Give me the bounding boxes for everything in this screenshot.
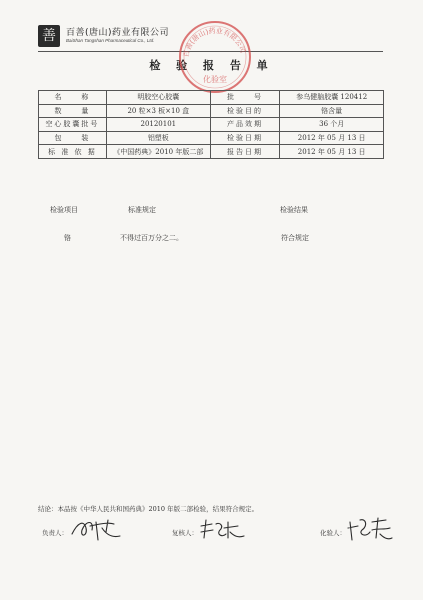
product-info-table <box>38 90 384 159</box>
company-name-cn: 百善(唐山)药业有限公司 <box>66 28 170 38</box>
table-value-cell: 《中国药典》2010 年版二部 <box>106 145 210 159</box>
tester-signature <box>346 516 394 544</box>
table-value-cell: 明胶空心胶囊 <box>106 91 210 105</box>
conclusion-text: 结论：本品按《中华人民共和国药典》2010 年版二部检验，结果符合规定。 <box>38 505 259 513</box>
svg-text:百善(唐山)药业有限公司: 百善(唐山)药业有限公司 <box>182 26 248 58</box>
table-label-cell: 标 准 依 据 <box>39 145 107 159</box>
table-value-cell: 2012 年 05 月 13 日 <box>280 131 384 145</box>
result-item: 铬 <box>64 234 71 242</box>
table-label-cell: 批 号 <box>210 91 280 105</box>
responsible-label: 负责人： <box>42 529 68 537</box>
table-value-cell: 20120101 <box>106 118 210 132</box>
result-value: 符合规定 <box>281 234 309 242</box>
reviewer-label: 复核人： <box>172 529 198 537</box>
result-standard: 不得过百万分之二。 <box>120 234 183 242</box>
table-label-cell: 数 量 <box>39 104 107 118</box>
table-row <box>39 104 384 118</box>
results-header-standard: 标准规定 <box>128 206 156 214</box>
table-row <box>39 118 384 132</box>
table-row <box>39 91 384 105</box>
table-label-cell: 检验目的 <box>210 104 280 118</box>
table-label-cell: 空心胶囊批号 <box>39 118 107 132</box>
results-header-item: 检验项目 <box>50 206 78 214</box>
responsible-signature <box>68 514 128 544</box>
lab-seal-stamp <box>176 18 254 96</box>
table-value-cell: 36 个月 <box>280 118 384 132</box>
company-logo: 善 <box>38 25 60 47</box>
table-row <box>39 131 384 145</box>
table-row <box>39 145 384 159</box>
results-header-result: 检验结果 <box>280 206 308 214</box>
table-label-cell: 产品效期 <box>210 118 280 132</box>
svg-text:化验室: 化验室 <box>203 75 227 84</box>
table-label-cell: 检验日期 <box>210 131 280 145</box>
company-name-en: BaiShan Tangshan Pharmaceutical Co., Ltd. <box>66 38 155 43</box>
table-value-cell: 铝塑板 <box>106 131 210 145</box>
table-value-cell: 20 粒×3 板×10 盒 <box>106 104 210 118</box>
tester-label: 化验人： <box>320 529 346 537</box>
table-value-cell: 参乌健脑胶囊 120412 <box>280 91 384 105</box>
table-label-cell: 包 装 <box>39 131 107 145</box>
table-label-cell: 名 称 <box>39 91 107 105</box>
table-value-cell: 铬含量 <box>280 104 384 118</box>
table-value-cell: 2012 年 05 月 13 日 <box>280 145 384 159</box>
document-title: 检 验 报 告 单 <box>149 59 274 72</box>
reviewer-signature <box>198 518 246 542</box>
table-label-cell: 报告日期 <box>210 145 280 159</box>
